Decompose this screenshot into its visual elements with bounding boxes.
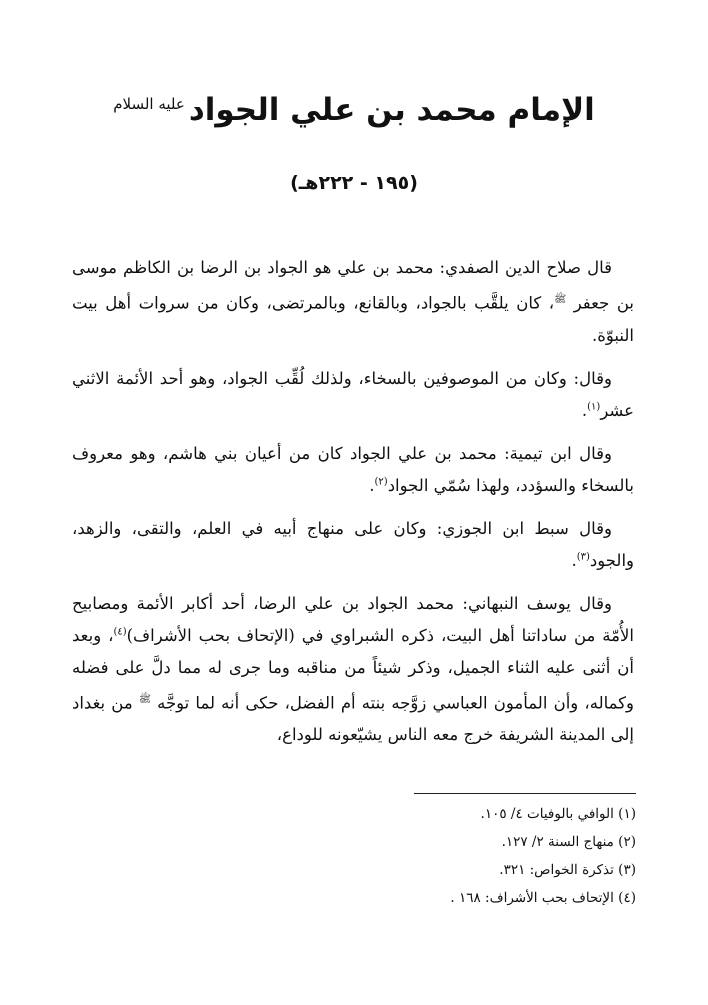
footnote-item: (٤) الإتحاف بحب الأشراف: ١٦٨ . [450, 890, 636, 906]
paragraph-text: من بغداد إلى المدينة الشريفة خرج معه الناس يشيّعونه للوداع، [72, 693, 634, 744]
paragraph [72, 588, 634, 752]
paragraph [72, 513, 634, 577]
paragraph [72, 363, 634, 427]
chapter-title [0, 92, 708, 129]
paragraph-text: وقال يوسف النبهاني: محمد الجواد بن علي الرضا، أحد أكابر الأئمة ومصابيح الأُمّة من ساداتنا أهل البيت، ذكره الشبراوي في (الإتحاف بحب الأشراف) [72, 593, 634, 645]
footnote-ref: (٢) [374, 476, 388, 487]
body-text [72, 252, 634, 762]
footnote-item: (٣) تذكرة الخواص: ٣٢١. [499, 862, 636, 878]
paragraph [72, 438, 634, 502]
paragraph-text: . [571, 550, 577, 570]
footnote-item: (٢) منهاج السنة ٢/ ١٢٧. [501, 834, 636, 850]
footnote-divider [414, 793, 636, 794]
paragraph-text: وقال ابن تيمية: محمد بن علي الجواد كان من أعيان بني هاشم، وهو معروف بالسخاء والسؤدد، ولهذا سُمّي الجواد [72, 443, 634, 495]
paragraph-text: وقال: وكان من الموصوفين بالسخاء، ولذلك لُقِّب الجواد، وهو أحد الأئمة الاثني عشر [72, 368, 634, 420]
chapter-title-text: الإمام محمد بن علي الجواد [188, 92, 595, 128]
chapter-dates: (١٩٥ - ٢٢٢هـ) [290, 172, 418, 194]
paragraph-text: ، كان يلقَّب بالجواد، وبالقانع، وبالمرتضى، وكان من سروات أهل بيت النبوّة. [72, 293, 634, 345]
honorific: عليه السلام [113, 94, 185, 113]
salawat-mark: ﷺ [138, 693, 151, 705]
footnote-item: (١) الوافي بالوفيات ٤/ ١٠٥. [480, 806, 636, 822]
footnote-ref: (٣) [576, 551, 590, 562]
salawat-mark: ﷺ [554, 294, 567, 305]
paragraph-text: ، وبعد أن أثنى عليه الثناء الجميل، وذكر شيئاً من مناقبه وما جرى له مما دلَّ على فضله وكماله، وأن المأمون العباسي زوَّجه بنته أم الفضل، حكى أنه لما توجَّه [72, 625, 634, 712]
footnotes [236, 800, 636, 912]
paragraph-text: . [581, 400, 588, 420]
footnote-ref: (١) [587, 401, 601, 412]
footnote-ref: (٤) [113, 626, 127, 637]
paragraph [72, 252, 634, 352]
paragraph-text: قال صلاح الدين الصفدي: محمد بن علي هو الجواد بن الرضا بن الكاظم موسى بن جعفر [72, 258, 634, 313]
paragraph-text: وقال سبط ابن الجوزي: وكان على منهاج أبيه في العلم، والتقى، والزهد، والجود [72, 518, 634, 570]
paragraph-text: . [369, 475, 375, 495]
